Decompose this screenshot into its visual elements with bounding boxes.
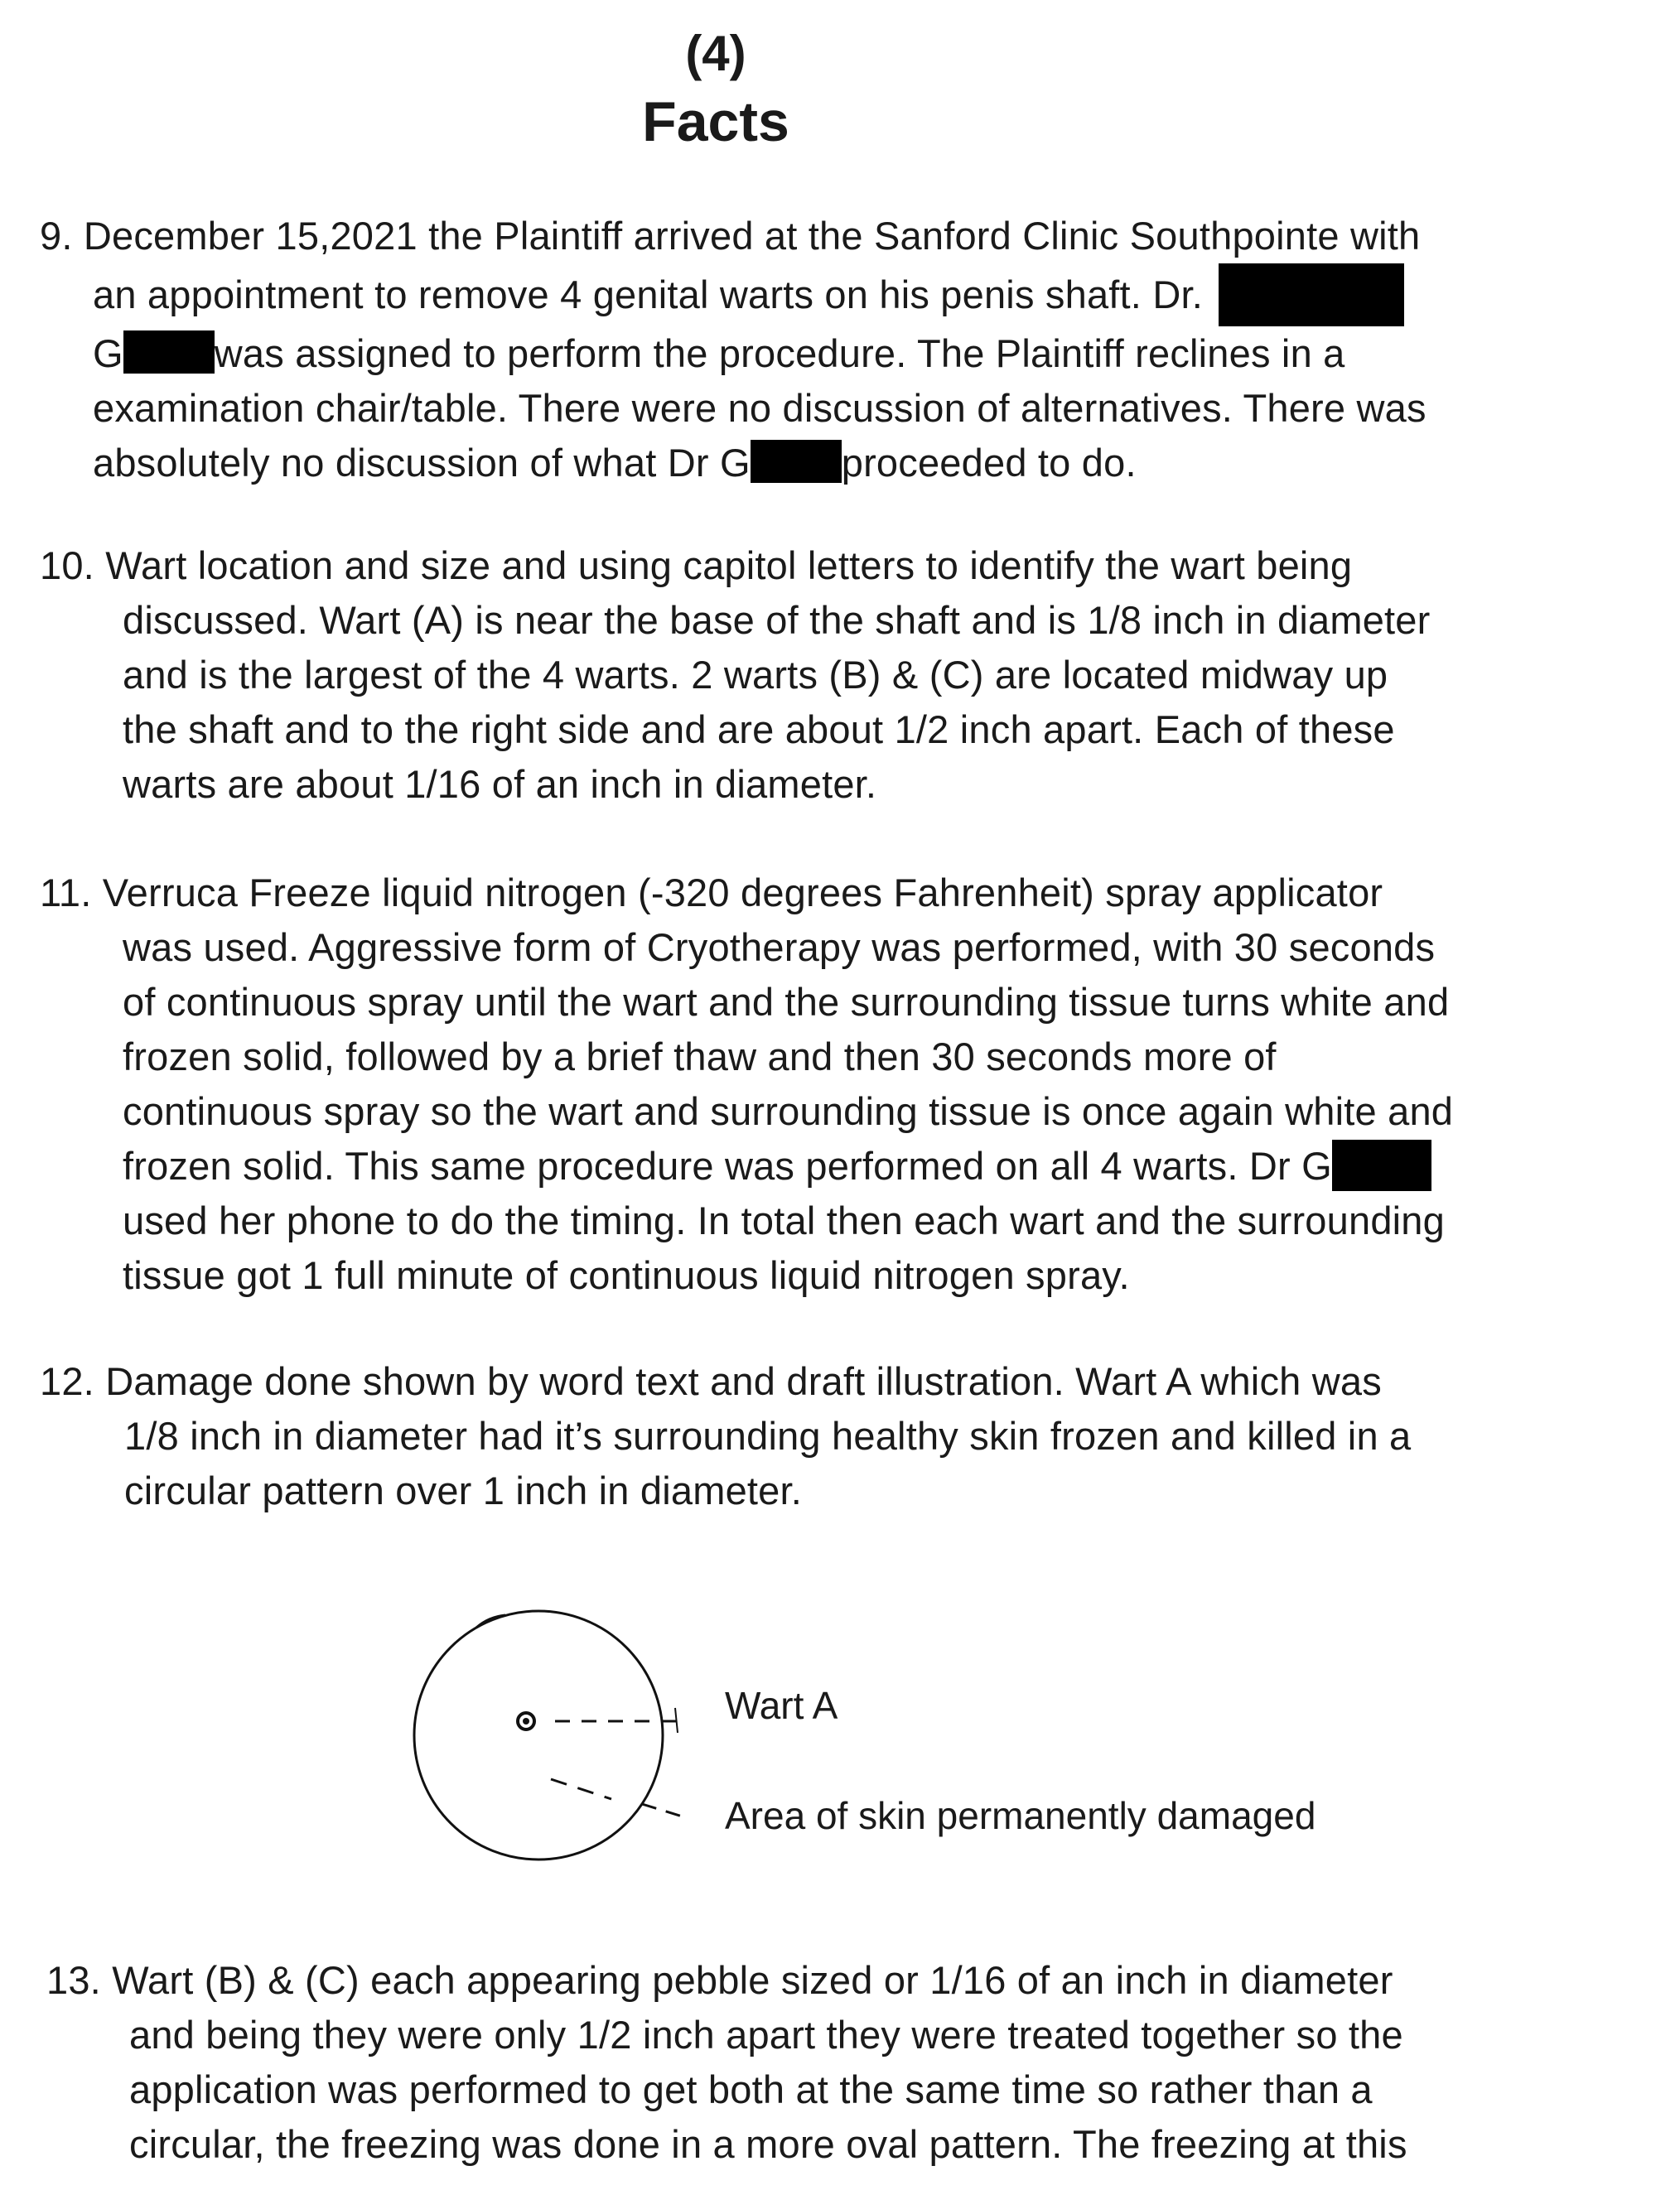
paragraph-line: G — [93, 331, 123, 375]
paragraph-line: application was performed to get both at the same time so rather than a — [129, 2067, 1373, 2111]
paragraph-line: warts are about 1/16 of an inch in diameter. — [123, 762, 877, 806]
paragraph-line: Verruca Freeze liquid nitrogen (-320 degrees Fahrenheit) spray applicator — [102, 871, 1383, 914]
paragraph-line: and being they were only 1/2 inch apart they were treated together so the — [129, 2013, 1403, 2057]
paragraph-line: tissue got 1 full minute of continuous liquid nitrogen spray. — [123, 1253, 1130, 1297]
paragraph-line: proceeded to do. — [841, 441, 1137, 485]
paragraph-13 — [46, 1953, 1407, 2172]
redaction-bar — [1219, 263, 1404, 326]
paragraph-12 — [40, 1354, 1411, 1518]
page-number: (4) — [685, 26, 746, 81]
paragraph-line: was assigned to perform the procedure. The Plaintiff reclines in a — [214, 331, 1345, 375]
paragraph-10 — [40, 538, 1431, 812]
paragraph-number: 13. — [46, 1958, 101, 2002]
paragraph-line: Wart location and size and using capitol letters to identify the wart being — [105, 543, 1353, 587]
paragraph-number: 9. — [40, 214, 73, 258]
paragraph-11 — [40, 866, 1453, 1303]
paragraph-line: an appointment to remove 4 genital warts on his penis shaft. Dr. — [93, 273, 1203, 316]
paragraph-line: continuous spray so the wart and surrounding tissue is once again white and — [123, 1089, 1454, 1133]
damage-leader-line-outer — [642, 1804, 688, 1818]
damage-leader-line-inner — [551, 1779, 611, 1799]
page-title: Facts — [642, 90, 789, 153]
paragraph-number: 10. — [40, 543, 94, 587]
wart-a-center — [523, 1718, 529, 1725]
redaction-bar — [1332, 1140, 1431, 1191]
paragraph-line: discussed. Wart (A) is near the base of the shaft and is 1/8 inch in diameter — [123, 598, 1431, 642]
paragraph-line: Damage done shown by word text and draft illustration. Wart A which was — [105, 1359, 1382, 1403]
paragraph-number: 12. — [40, 1359, 94, 1403]
damage-illustration — [389, 1590, 1466, 1864]
paragraph-line: of continuous spray until the wart and the surrounding tissue turns white and — [123, 980, 1450, 1024]
paragraph-line: circular pattern over 1 inch in diameter. — [124, 1469, 803, 1512]
redaction-bar — [751, 440, 842, 483]
redaction-bar — [123, 330, 215, 374]
damaged-area-circle — [414, 1611, 663, 1860]
paragraph-line: examination chair/table. There were no discussion of alternatives. There was — [93, 386, 1427, 430]
paragraph-line: circular, the freezing was done in a more oval pattern. The freezing at this — [129, 2122, 1407, 2166]
paragraph-line: frozen solid, followed by a brief thaw and then 30 seconds more of — [123, 1035, 1277, 1078]
paragraph-line: 1/8 inch in diameter had it’s surrounding healthy skin frozen and killed in a — [124, 1414, 1412, 1458]
paragraph-line: absolutely no discussion of what Dr G — [93, 441, 751, 485]
wart-a-label: Wart A — [725, 1684, 838, 1727]
damaged-area-label: Area of skin permanently damaged — [725, 1794, 1316, 1837]
paragraph-line: used her phone to do the timing. In total then each wart and the surrounding — [123, 1199, 1445, 1242]
paragraph-number: 11. — [40, 871, 92, 914]
paragraph-line: frozen solid. This same procedure was performed on all 4 warts. Dr G — [123, 1144, 1332, 1188]
paragraph-line: the shaft and to the right side and are about 1/2 inch apart. Each of these — [123, 707, 1395, 751]
paragraph-line: December 15,2021 the Plaintiff arrived at the Sanford Clinic Southpointe with — [83, 214, 1421, 258]
paragraph-line: was used. Aggressive form of Cryotherapy was performed, with 30 seconds — [123, 925, 1436, 969]
paragraph-line: Wart (B) & (C) each appearing pebble sized or 1/16 of an inch in diameter — [112, 1958, 1393, 2002]
paragraph-9 — [40, 209, 1427, 490]
paragraph-line: and is the largest of the 4 warts. 2 warts (B) & (C) are located midway up — [123, 653, 1388, 697]
